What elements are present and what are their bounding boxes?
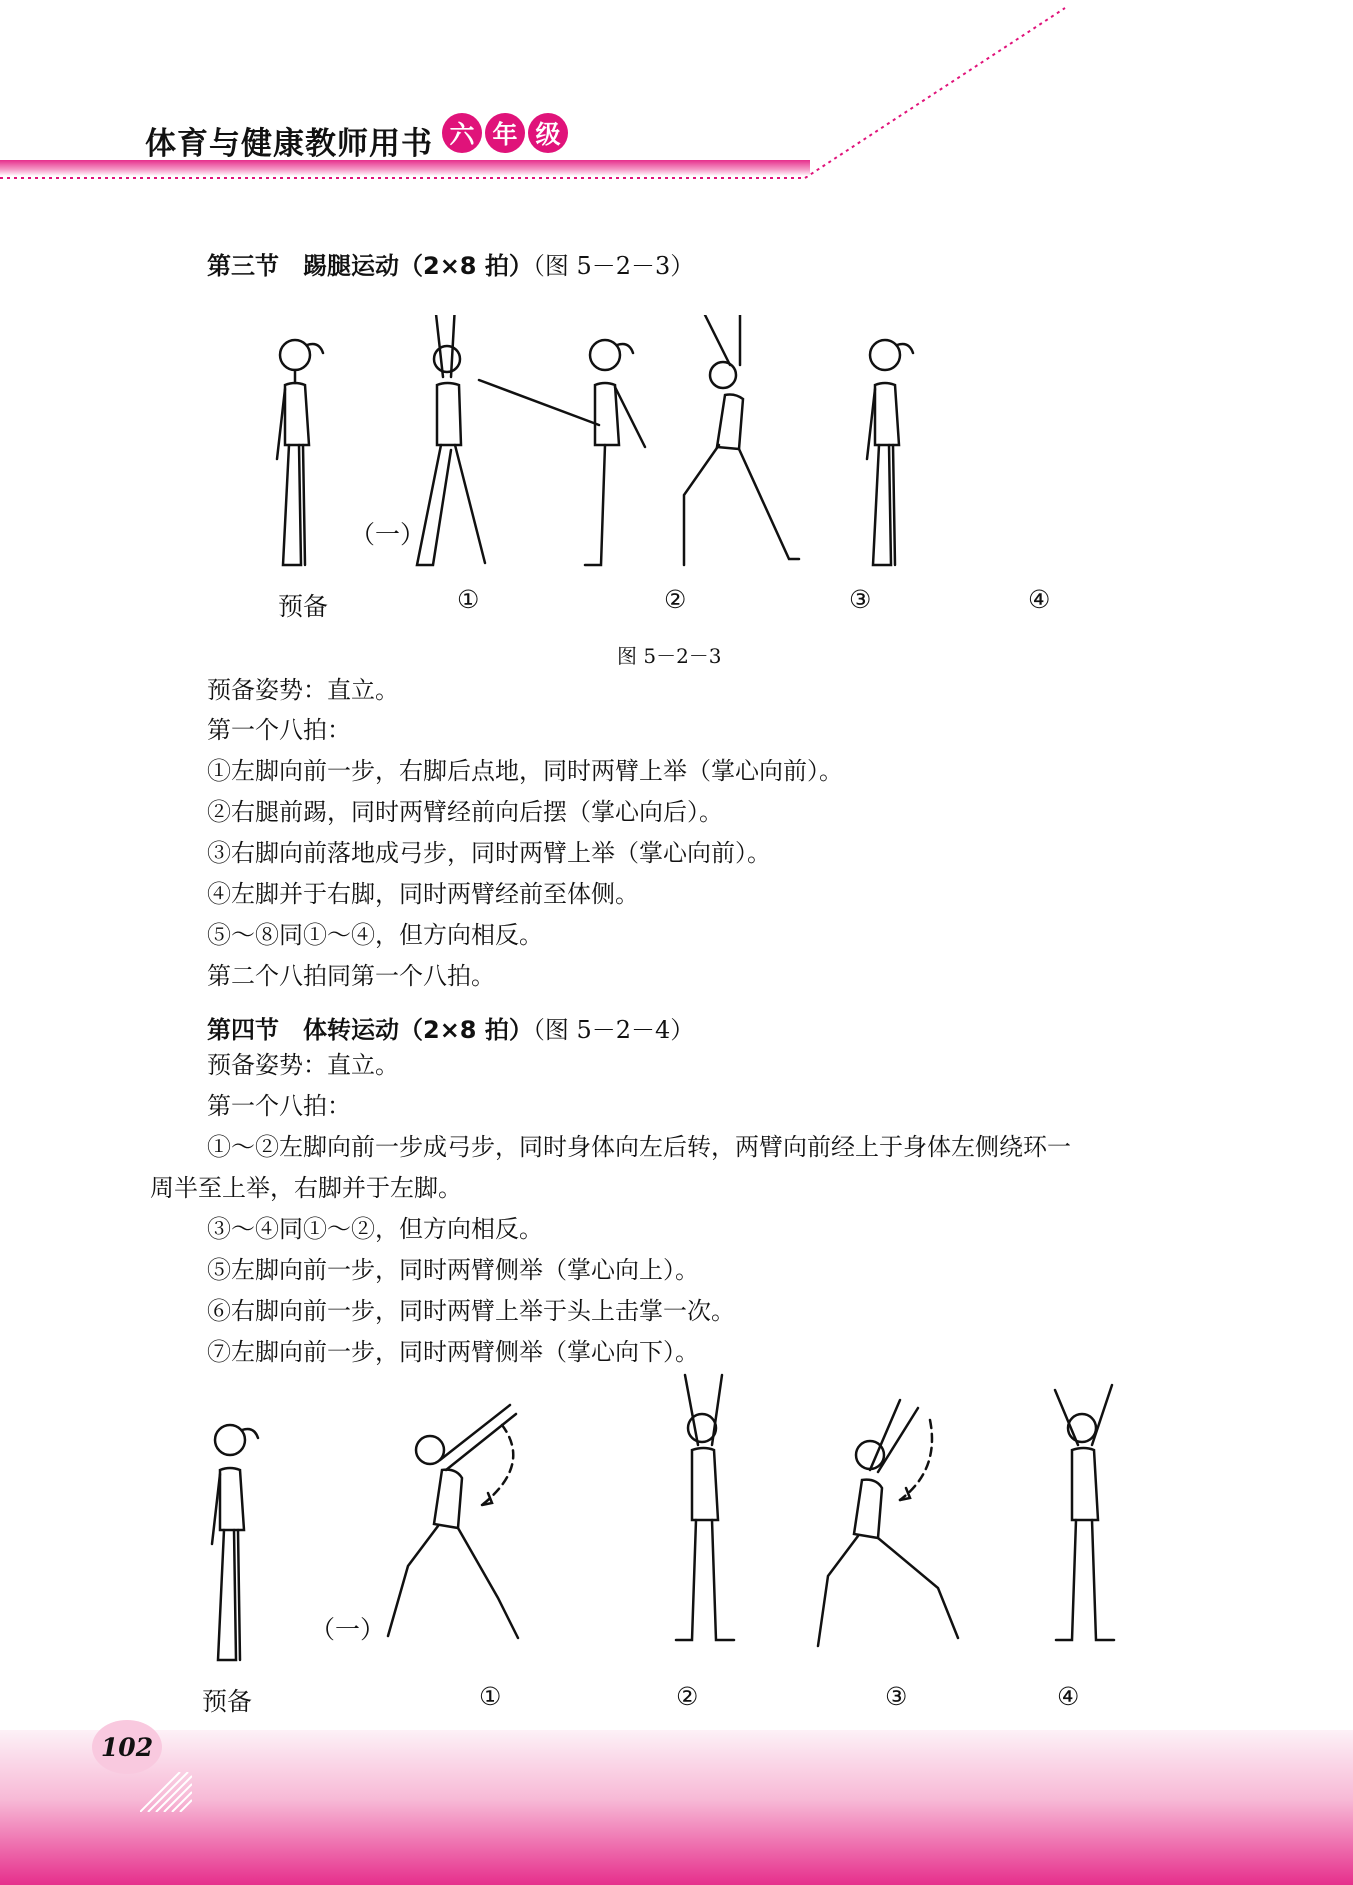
figure-5-2-3-caption: 图 5－2－3 xyxy=(617,644,722,668)
figure-2-arms-up xyxy=(676,1375,734,1640)
section-4-line-3: ①～②左脚向前一步成弓步，同时身体向左后转，两臂向前经上于身体左侧绕环一 xyxy=(207,1133,1071,1161)
section-4-line-8: ⑦左脚向前一步，同时两臂侧举（掌心向下）。 xyxy=(207,1338,699,1366)
page-number-badge xyxy=(92,1720,162,1774)
section-4-heading xyxy=(207,1010,694,1045)
figure-5-2-3-label-3: ③ xyxy=(849,585,872,614)
section-3-line-7: ⑤～⑧同①～④，但方向相反。 xyxy=(207,921,543,949)
figure-4-standing xyxy=(867,340,913,565)
section-3-line-4: ②右腿前踢，同时两臂经前向后摆（掌心向后）。 xyxy=(207,798,723,826)
figure-3-lunge-twist xyxy=(818,1400,958,1646)
footer-band xyxy=(0,1730,1353,1885)
footer-stripes xyxy=(140,1772,192,1812)
figure-5-2-3-group-marker: （一） xyxy=(350,520,426,549)
section-3-line-2: 第一个八拍： xyxy=(207,716,351,744)
figure-5-2-3-label-4: ④ xyxy=(1028,585,1051,614)
section-4-line-6: ⑤左脚向前一步，同时两臂侧举（掌心向上）。 xyxy=(207,1256,699,1284)
figure-5-2-4-label-2: ② xyxy=(676,1682,699,1711)
grade-char-1: 六 xyxy=(442,113,482,153)
figure-1-arms-up xyxy=(417,315,485,565)
section-4-figure-ref: （图 5－2－4） xyxy=(532,1016,695,1044)
figure-5-2-3-label-1: ① xyxy=(457,585,480,614)
figure-5-2-4-label-1: ① xyxy=(479,1682,502,1711)
figure-5-2-4-label-4: ④ xyxy=(1057,1682,1080,1711)
section-4-line-7: ⑥右脚向前一步，同时两臂上举于头上击掌一次。 xyxy=(207,1297,735,1325)
figure-prep-standing xyxy=(277,340,323,565)
figure-4-arms-up xyxy=(1055,1385,1114,1640)
section-4-line-2: 第一个八拍： xyxy=(207,1092,351,1120)
section-3-line-3: ①左脚向前一步，右脚后点地，同时两臂上举（掌心向前）。 xyxy=(207,757,843,785)
section-3-figure-ref: （图 5－2－3） xyxy=(532,252,695,280)
figure-prep-standing xyxy=(212,1425,258,1660)
section-3-line-5: ③右脚向前落地成弓步，同时两臂上举（掌心向前）。 xyxy=(207,839,771,867)
figure-1-lunge-twist xyxy=(388,1405,518,1638)
section-3-line-6: ④左脚并于右脚，同时两臂经前至体侧。 xyxy=(207,880,639,908)
figure-5-2-3-label-2: ② xyxy=(664,585,687,614)
book-title: 体育与健康教师用书 xyxy=(145,126,433,162)
figure-3-lunge-arms-up xyxy=(684,315,799,565)
figure-5-2-4-group-marker: （一） xyxy=(310,1615,386,1644)
section-3-heading xyxy=(207,246,694,281)
figure-5-2-4-label-prep: 预备 xyxy=(202,1687,253,1716)
section-3-line-1: 预备姿势：直立。 xyxy=(207,676,399,704)
figure-2-front-kick xyxy=(479,340,645,565)
section-3-title: 第三节 踢腿运动（2×8 拍） xyxy=(207,252,533,280)
figure-5-2-3-label-prep: 预备 xyxy=(278,592,329,621)
section-4-line-1: 预备姿势：直立。 xyxy=(207,1051,399,1079)
grade-char-3: 级 xyxy=(528,113,568,153)
grade-char-2: 年 xyxy=(485,113,525,153)
section-4-line-4: 周半至上举，右脚并于左脚。 xyxy=(150,1174,462,1202)
page-number: 102 xyxy=(100,1732,154,1762)
section-3-line-8: 第二个八拍同第一个八拍。 xyxy=(207,962,495,990)
section-4-line-5: ③～④同①～②，但方向相反。 xyxy=(207,1215,543,1243)
figure-5-2-4-label-3: ③ xyxy=(885,1682,908,1711)
section-4-title: 第四节 体转运动（2×8 拍） xyxy=(207,1016,533,1044)
